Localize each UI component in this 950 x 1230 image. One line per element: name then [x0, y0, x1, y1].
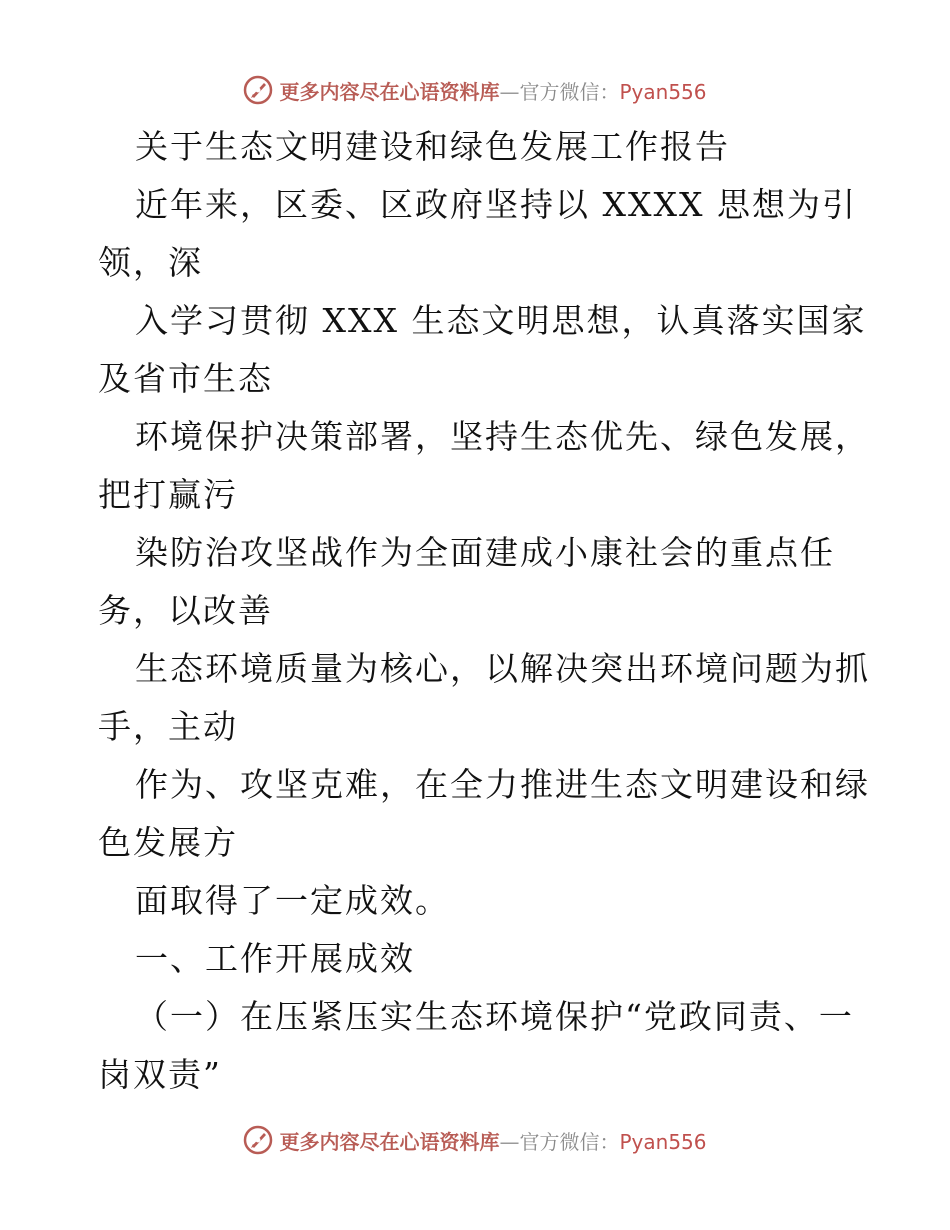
document-body: [98, 118, 870, 1104]
paragraph-line: 手，主动: [98, 707, 238, 746]
footer-watermark: [0, 1120, 950, 1160]
paragraph-line: 生态环境质量为核心，以解决突出环境问题为抓: [135, 649, 870, 688]
paragraph-line: 务，以改善: [98, 591, 273, 630]
paragraph-line: 面取得了一定成效。: [135, 881, 450, 920]
watermark-text: [279, 76, 706, 105]
paragraph-line: （一）在压紧压实生态环境保护“党政同责、一: [135, 997, 854, 1036]
watermark-brand: 更多内容尽在心语资料库: [279, 79, 500, 104]
watermark-separator: —: [499, 1129, 520, 1154]
quill-pen-logo-icon: [243, 75, 273, 105]
watermark-group: [243, 1125, 706, 1155]
paragraph-line: 入学习贯彻 XXX 生态文明思想，认真落实国家: [135, 301, 867, 340]
paragraph-line: 近年来，区委、区政府坚持以 XXXX 思想为引: [135, 185, 857, 224]
document-title: 关于生态文明建设和绿色发展工作报告: [135, 127, 730, 166]
watermark-separator: —: [499, 79, 520, 104]
paragraph-line: 一、工作开展成效: [135, 939, 415, 978]
paragraph-line: 把打赢污: [98, 475, 238, 514]
watermark-wechat-label: 官方微信：: [519, 1129, 620, 1154]
watermark-text: [279, 1126, 706, 1155]
paragraph-line: 色发展方: [98, 823, 238, 862]
paragraph-line: 及省市生态: [98, 359, 273, 398]
watermark-wechat-id: Pyan556: [619, 1129, 707, 1154]
header-watermark: [0, 70, 950, 110]
paragraph-line: 岗双责”: [98, 1055, 222, 1094]
watermark-wechat-label: 官方微信：: [519, 79, 620, 104]
paragraph-line: 染防治攻坚战作为全面建成小康社会的重点任: [135, 533, 835, 572]
quill-pen-logo-icon: [243, 1125, 273, 1155]
watermark-wechat-id: Pyan556: [619, 79, 707, 104]
paragraph-line: 领，深: [98, 243, 203, 282]
paragraph-line: 环境保护决策部署，坚持生态优先、绿色发展，: [135, 417, 870, 456]
watermark-group: [243, 75, 706, 105]
paragraph-line: 作为、攻坚克难，在全力推进生态文明建设和绿: [135, 765, 870, 804]
watermark-brand: 更多内容尽在心语资料库: [279, 1129, 500, 1154]
